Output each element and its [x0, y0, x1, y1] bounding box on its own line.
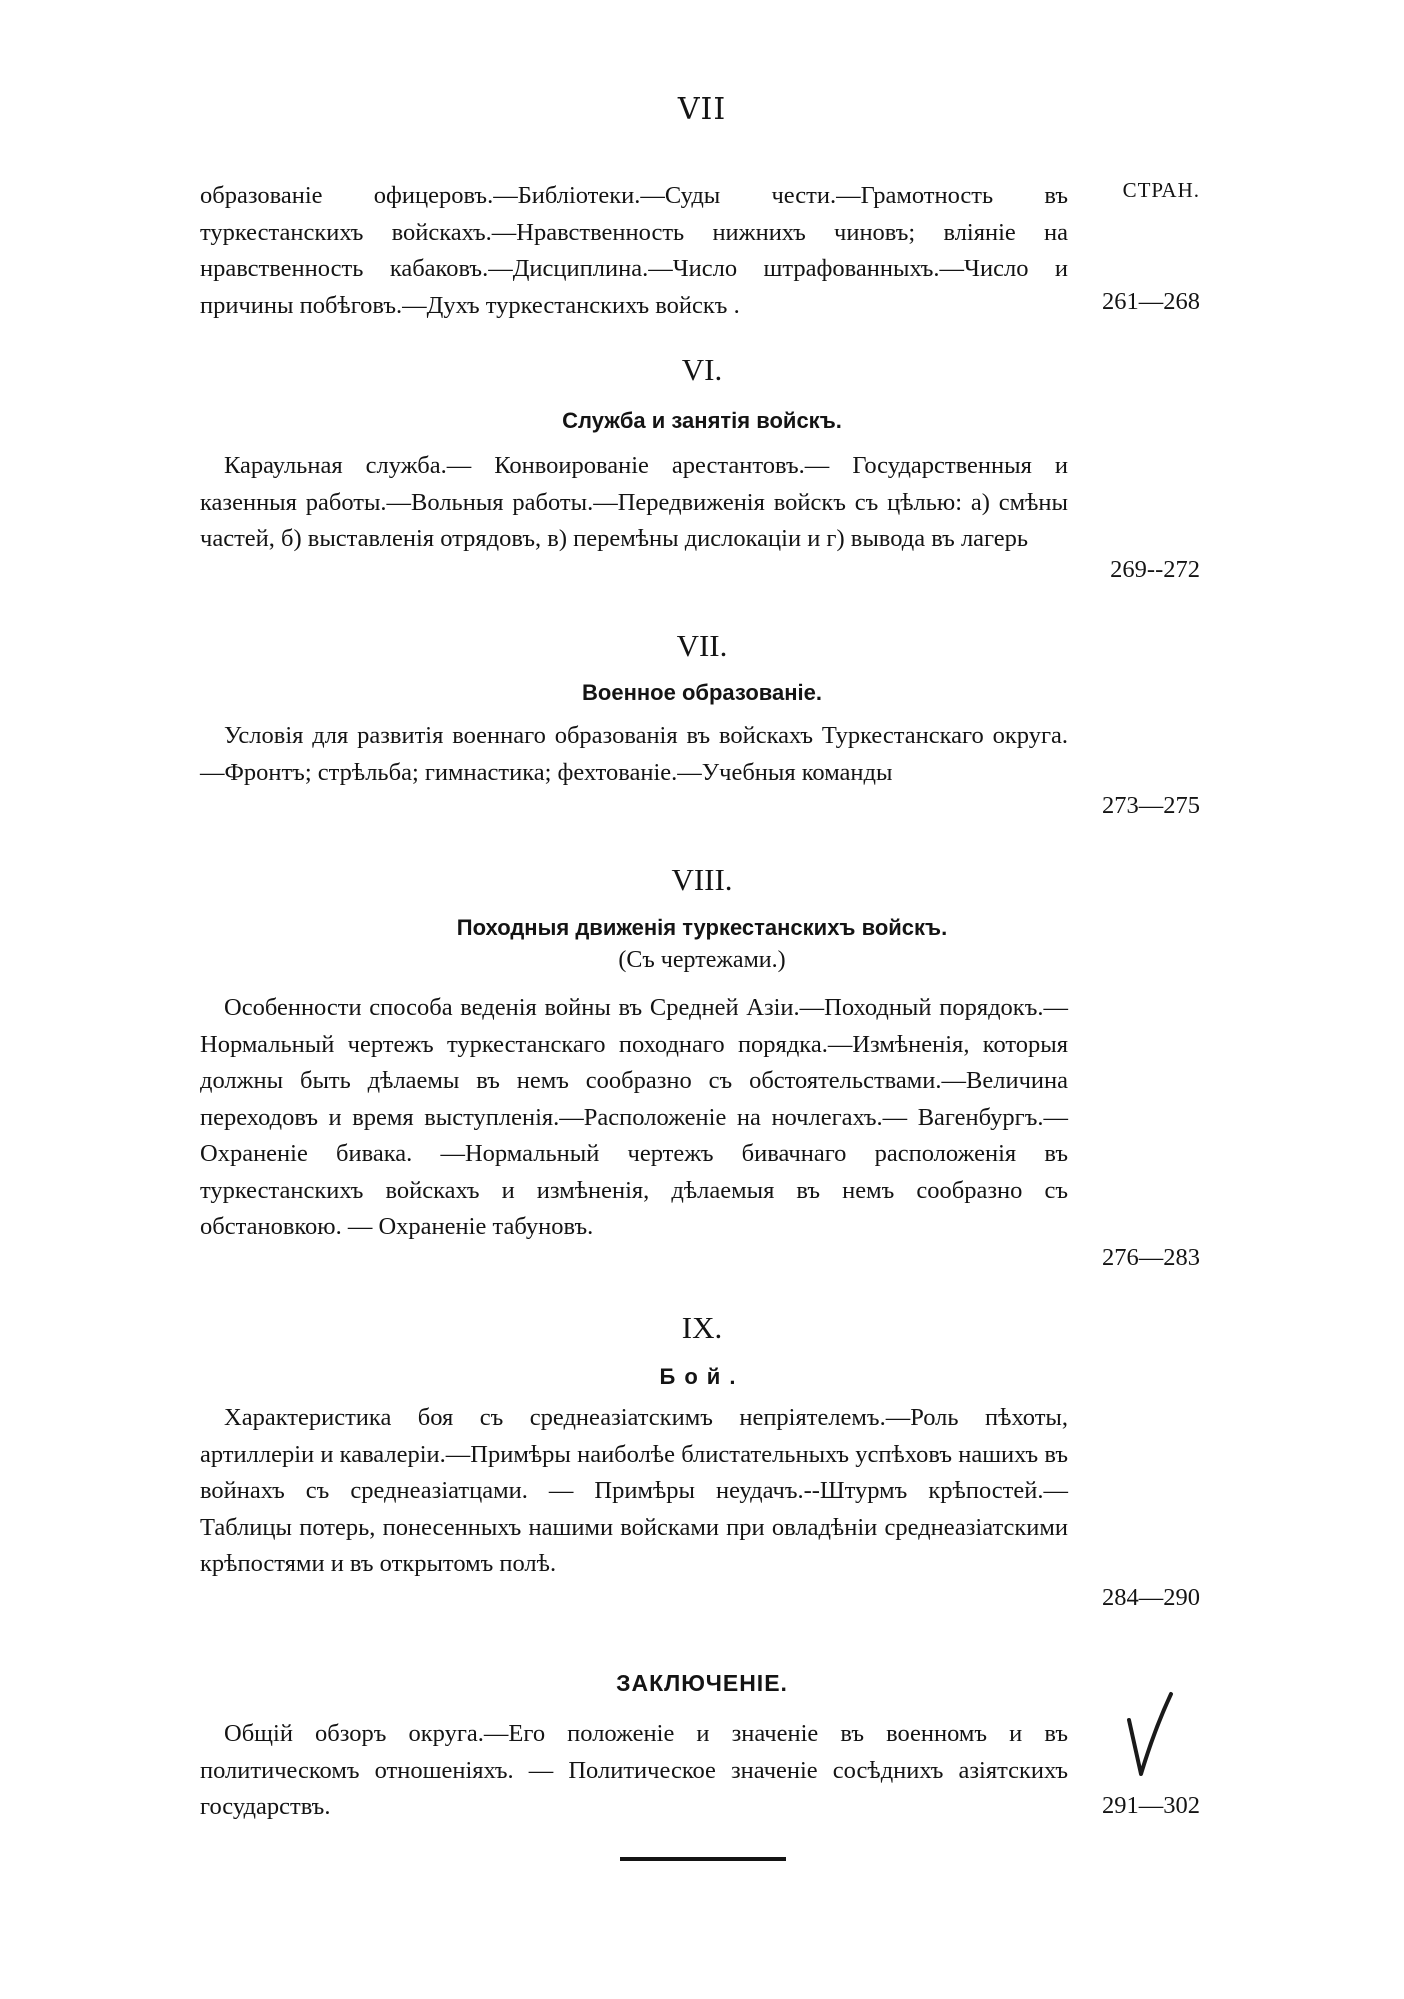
section-heading: Походныя движенія туркестанскихъ войскъ. [456, 915, 948, 940]
entry-pages: 261—268 [1102, 288, 1200, 315]
section-roman-numeral: VII. [676, 628, 728, 663]
entry-text: Характеристика боя съ среднеазіатскимъ непріятелемъ.—Роль пѣхоты, артиллеріи и кавалеріи.—Примѣры наиболѣе блистательныхъ успѣховъ нашихъ въ войнахъ съ среднеазіатцами. — Примѣры неудачъ.--Штурмъ крѣпостей.—Таблицы потерь, понесенныхъ нашими войсками при овладѣніи среднеазіатскими крѣпостями и въ открытомъ полѣ. [200, 1404, 1068, 1577]
entry-text: Особенности способа веденія войны въ Средней Азіи.—Походный порядокъ.—Нормальный чертежъ туркестанскаго походнаго порядка.—Измѣненія, которыя должны быть дѣлаемы въ немъ сообразно съ обстоятельствами.—Величина переходовъ и время выступленія.—Расположеніе на ночлегахъ.— Вагенбургъ.—Охраненіе бивака. —Нормальный чертежъ бивачнаго расположенія въ туркестанскихъ войскахъ и измѣненія, дѣлаемыя въ немъ сообразно съ обстановкою. — Охраненіе табуновъ. [200, 994, 1068, 1240]
section-roman-numeral: IX. [681, 1310, 723, 1345]
section-heading: Бой. [659, 1364, 745, 1389]
handwritten-check-mark [1125, 1690, 1175, 1780]
entry-text: Караульная служба.— Конвоированіе арестантовъ.— Государственныя и казенныя работы.—Вольныя работы.—Передвиженія войскъ съ цѣлью: а) смѣны частей, б) выставленія отрядовъ, в) перемѣны дислокаціи и г) вывода въ лагерь [200, 452, 1068, 552]
toc-entry [200, 1716, 1200, 1826]
entry-pages: 284—290 [1102, 1584, 1200, 1611]
section-heading: Служба и занятія войскъ. [562, 408, 842, 433]
section-roman-numeral: VI. [681, 352, 723, 387]
section-heading: ЗАКЛЮЧЕНІЕ. [616, 1670, 788, 1696]
entry-pages: 276—283 [1102, 1244, 1200, 1271]
toc-entry-continuation [200, 178, 1200, 324]
toc-entry [200, 718, 1200, 819]
entry-text: Общій обзоръ округа.—Его положеніе и значеніе въ военномъ и въ политическомъ отношеніяхъ. — Политическое значеніе сосѣднихъ азіятскихъ государствъ. [200, 1720, 1068, 1820]
entry-text: Условія для развитія военнаго образованія въ войскахъ Туркестанскаго округа.—Фронтъ; стрѣльба; гимнастика; фехтованіе.—Учебныя команды [200, 722, 1068, 786]
toc-entry [200, 448, 1200, 583]
pages-column-label: СТРАН. [1122, 178, 1200, 202]
entry-pages: 269--272 [1110, 556, 1200, 583]
entry-text: образованіе офицеровъ.—Библіотеки.—Суды чести.—Грамотность въ туркестанскихъ войскахъ.—Нравственность нижнихъ чиновъ; вліяніе на нравственность кабаковъ.—Дисциплина.—Число штрафованныхъ.—Число и причины побѣговъ.—Духъ туркестанскихъ войскъ . [200, 182, 1068, 319]
toc-entry [200, 990, 1200, 1271]
end-rule-divider [620, 1857, 786, 1861]
page-number: VII [677, 92, 727, 127]
toc-entry [200, 1400, 1200, 1611]
section-heading: Военное образованіе. [582, 680, 822, 705]
entry-pages: 291—302 [1102, 1792, 1200, 1819]
entry-pages: 273—275 [1102, 792, 1200, 819]
section-roman-numeral: VIII. [671, 862, 733, 897]
section-subheading: (Съ чертежами.) [618, 947, 786, 973]
